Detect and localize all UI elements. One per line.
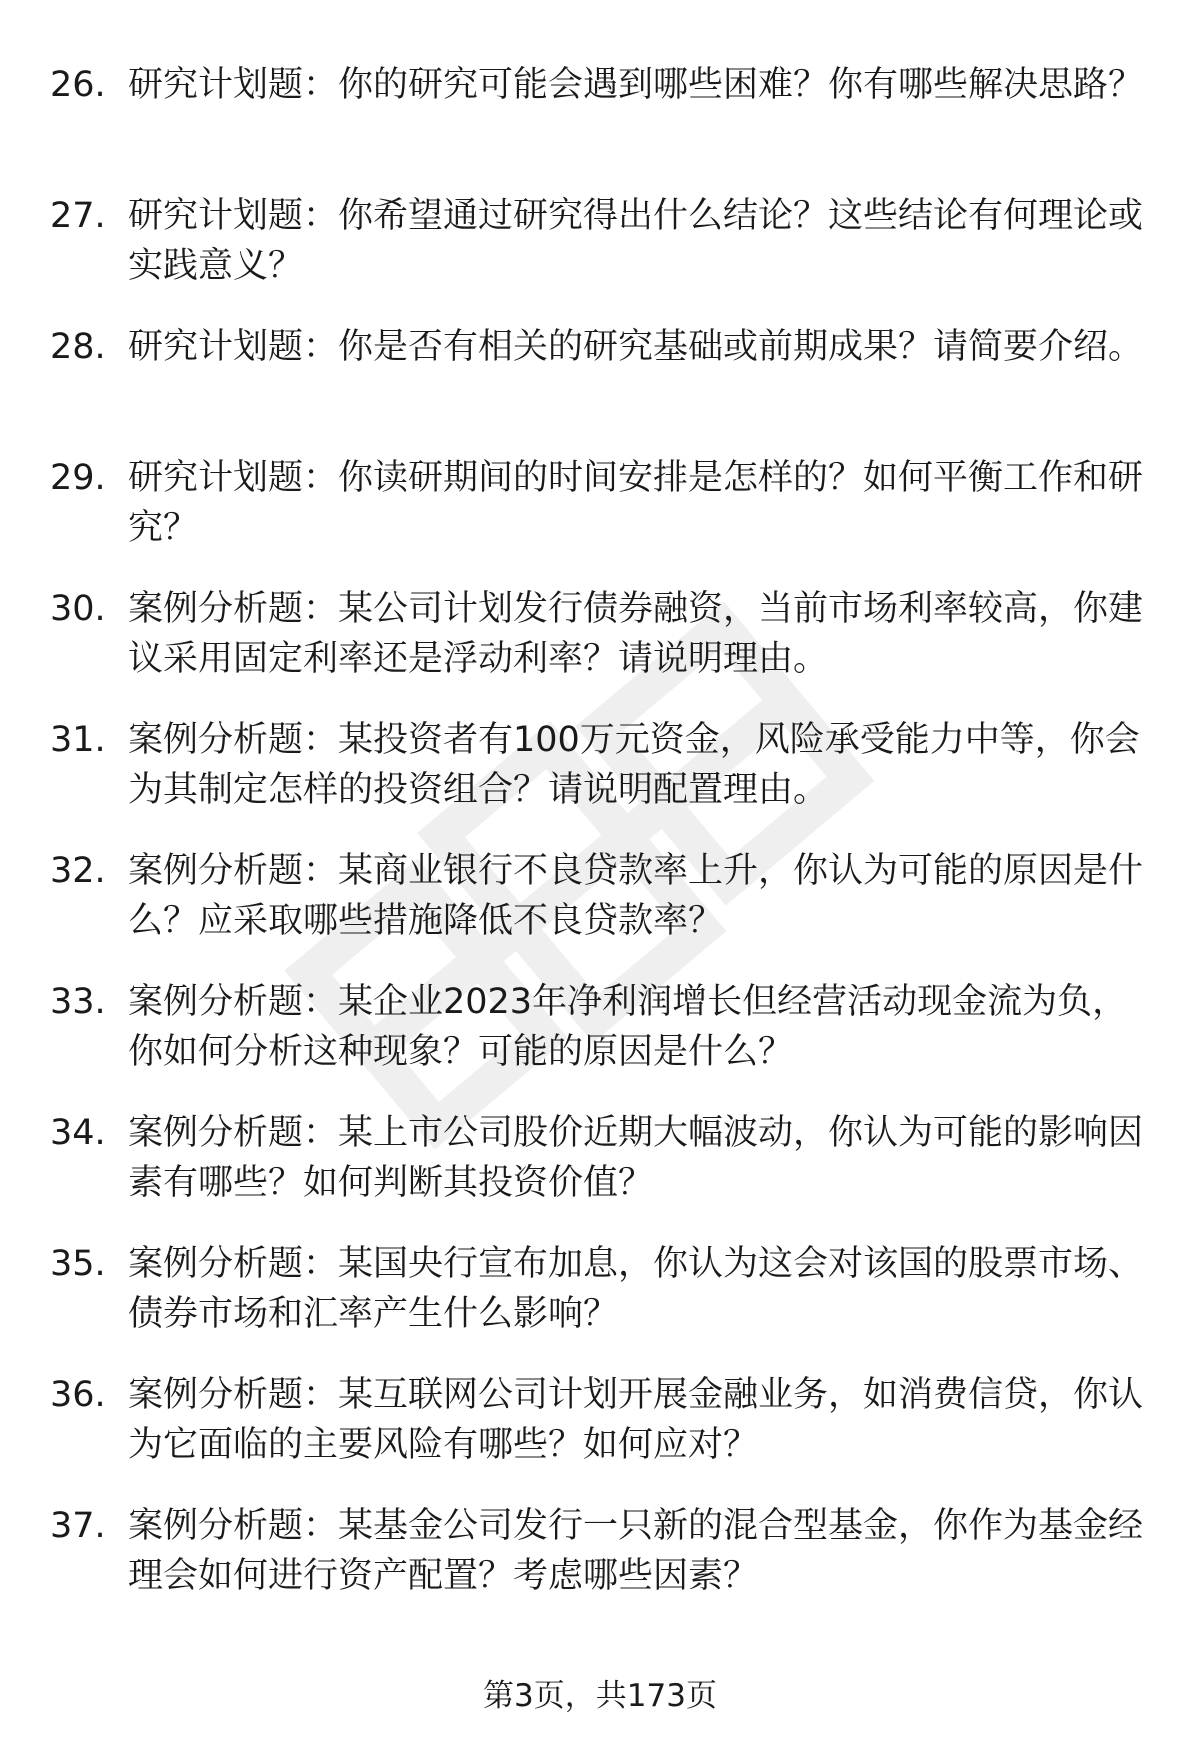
question-number: 35. (50, 1244, 106, 1284)
question-text: 研究计划题：你希望通过研究得出什么结论？这些结论有何理论或实践意义？ (128, 196, 1144, 286)
question-text: 案例分析题：某公司计划发行债券融资，当前市场利率较高，你建议采用固定利率还是浮动利率？请说明理由。 (128, 589, 1144, 679)
list-item (0, 1501, 1200, 1632)
question-number: 31. (50, 720, 106, 760)
list-item (0, 846, 1200, 977)
question-number: 30. (50, 589, 106, 629)
question-text: 案例分析题：某国央行宣布加息，你认为这会对该国的股票市场、债券市场和汇率产生什么影响？ (128, 1244, 1144, 1334)
question-number: 32. (50, 851, 106, 891)
question-text: 研究计划题：你的研究可能会遇到哪些困难？你有哪些解决思路？ (128, 65, 1144, 105)
list-item (0, 1370, 1200, 1501)
question-number: 34. (50, 1113, 106, 1153)
question-number: 26. (50, 65, 106, 105)
question-text: 案例分析题：某上市公司股价近期大幅波动，你认为可能的影响因素有哪些？如何判断其投资价值？ (128, 1113, 1144, 1203)
list-item (0, 977, 1200, 1108)
list-item (0, 191, 1200, 322)
page-number-footer: 第3页，共173页 (483, 1678, 717, 1714)
question-number: 33. (50, 982, 106, 1022)
question-text: 研究计划题：你是否有相关的研究基础或前期成果？请简要介绍。 (128, 327, 1144, 367)
question-list (0, 60, 1200, 1632)
list-item (0, 584, 1200, 715)
list-item (0, 715, 1200, 846)
question-number: 37. (50, 1506, 106, 1546)
question-number: 28. (50, 327, 106, 367)
list-item (0, 453, 1200, 584)
question-text: 研究计划题：你读研期间的时间安排是怎样的？如何平衡工作和研究？ (128, 458, 1144, 548)
question-number: 29. (50, 458, 106, 498)
question-number: 36. (50, 1375, 106, 1415)
question-text: 案例分析题：某商业银行不良贷款率上升，你认为可能的原因是什么？应采取哪些措施降低不良贷款率？ (128, 851, 1144, 941)
question-number: 27. (50, 196, 106, 236)
question-text: 案例分析题：某基金公司发行一只新的混合型基金，你作为基金经理会如何进行资产配置？考虑哪些因素？ (128, 1506, 1144, 1596)
list-item (0, 322, 1200, 453)
list-item (0, 1239, 1200, 1370)
list-item (0, 1108, 1200, 1239)
question-text: 案例分析题：某企业2023年净利润增长但经营活动现金流为负，你如何分析这种现象？可能的原因是什么？ (128, 982, 1128, 1072)
question-text: 案例分析题：某投资者有100万元资金，风险承受能力中等，你会为其制定怎样的投资组合？请说明配置理由。 (128, 720, 1140, 810)
list-item (0, 60, 1200, 191)
question-text: 案例分析题：某互联网公司计划开展金融业务，如消费信贷，你认为它面临的主要风险有哪些？如何应对？ (128, 1375, 1144, 1465)
